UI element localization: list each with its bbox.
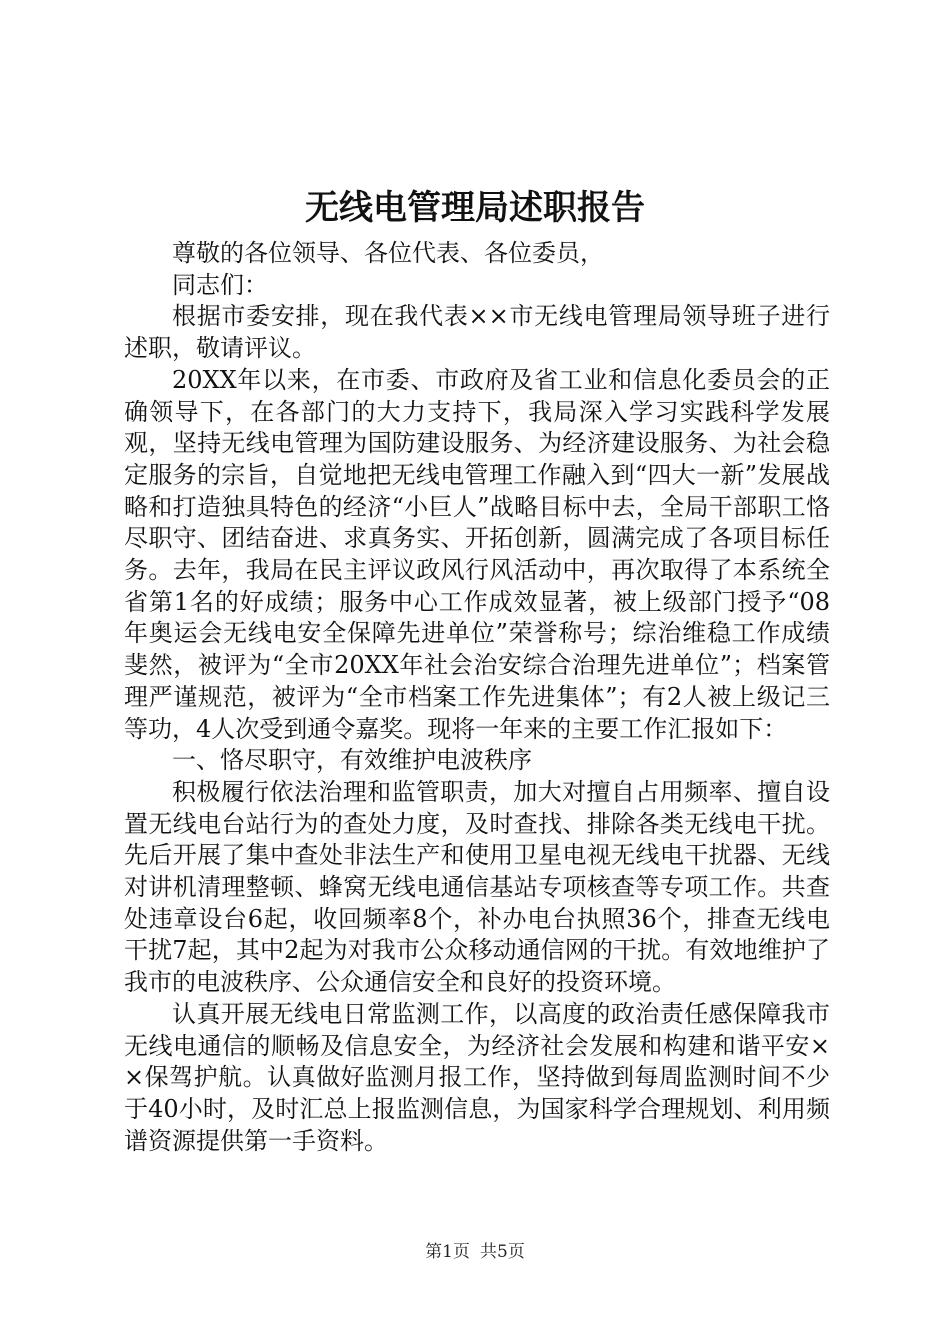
document-title: 无线电管理局述职报告 [305, 188, 645, 228]
page-total: 共5页 [480, 1242, 525, 1262]
salutation-paragraph: 尊敬的各位领导、各位代表、各位委员， [172, 239, 604, 267]
document-body [124, 238, 830, 1157]
page-footer [0, 1240, 950, 1264]
body-paragraph: 认真开展无线电日常监测工作，以高度的政治责任感保障我市无线电通信的顺畅及信息安全，为经济社会发展和构建和谐平安××保驾护航。认真做好监测月报工作，坚持做到每周监测时间不少于40小时，及时汇总上报监测信息，为国家科学合理规划、利用频谱资源提供第一手资料。 [124, 999, 830, 1155]
body-paragraph: 根据市委安排，现在我代表××市无线电管理局领导班子进行述职，敬请评议。 [124, 302, 830, 363]
page-number: 第1页 [425, 1242, 470, 1262]
body-paragraph: 积极履行依法治理和监管职责，加大对擅自占用频率、擅自设置无线电台站行为的查处力度，及时查找、排除各类无线电干扰。先后开展了集中查处非法生产和使用卫星电视无线电干扰器、无线对讲机清理整顿、蜂窝无线电通信基站专项核查等专项工作。共查处违章设台6起，收回频率8个，补办电台执照36个，排查无线电干扰7起，其中2起为对我市公众移动通信网的干扰。有效地维护了我市的电波秩序、公众通信安全和良好的投资环境。 [124, 777, 830, 997]
body-paragraph: 20XX年以来，在市委、市政府及省工业和信息化委员会的正确领导下，在各部门的大力支持下，我局深入学习实践科学发展观，坚持无线电管理为国防建设服务、为经济建设服务、为社会稳定服务的宗旨，自觉地把无线电管理工作融入到“四大一新”发展战略和打造独具特色的经济“小巨人”战略目标中去，全局干部职工恪尽职守、团结奋进、求真务实、开拓创新，圆满完成了各项目标任务。去年，我局在民主评议政风行风活动中，再次取得了本系统全省第1名的好成绩；服务中心工作成效显著，被上级部门授予“08年奥运会无线电安全保障先进单位”荣誉称号；综治维稳工作成绩斐然，被评为“全市20XX年社会治安综合治理先进单位”；档案管理严谨规范，被评为“全市档案工作先进集体”；有2人被上级记三等功，4人次受到通令嘉奖。现将一年来的主要工作汇报如下： [124, 365, 830, 743]
salutation-comrades: 同志们： [172, 270, 268, 299]
section-heading: 一、恪尽职守，有效维护电波秩序 [172, 746, 532, 775]
